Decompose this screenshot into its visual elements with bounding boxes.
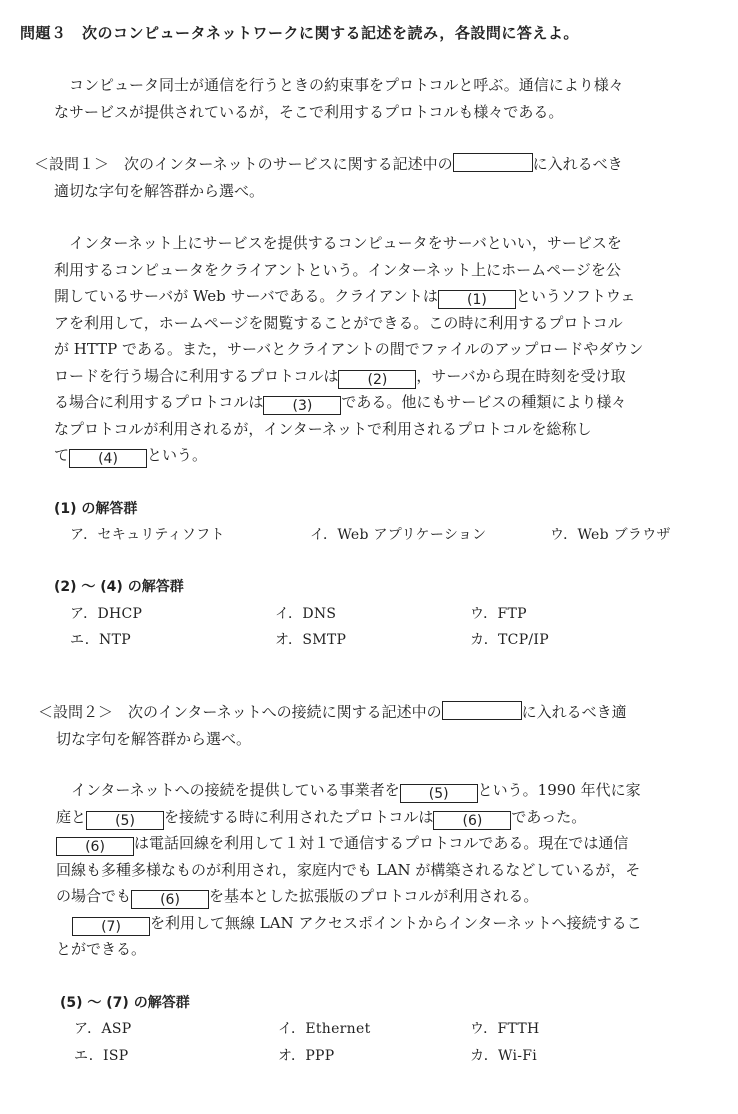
q1-option[interactable]: オ．SMTP (275, 632, 347, 648)
q1-line (54, 283, 643, 310)
q1-heading (34, 153, 623, 174)
q1-line-text: ，サーバから現在時刻を受け取 (416, 366, 626, 385)
q1-line (54, 389, 643, 416)
q1-heading-text-end: に入れるべき (532, 155, 623, 173)
q2-line (56, 910, 642, 937)
q1-option[interactable]: ア．セキュリティソフト (70, 527, 225, 543)
q1-line-text: ロードを行う場合に利用するプロトコルは (54, 366, 339, 385)
q1-heading-line2: 適切な字句を解答群から選べ。 (54, 182, 265, 200)
blank-example-box (453, 153, 533, 172)
q2-heading-line2: 切な字句を解答群から選べ。 (56, 730, 252, 748)
q1-line: アを利用して，ホームページを閲覧することができる。この時に利用するプロトコル (54, 313, 623, 332)
q1-line-text: て (54, 446, 70, 464)
q1-line: なプロトコルが利用されるが，インターネットで利用されるプロトコルを総称し (54, 419, 592, 438)
answer-box-6[interactable]: (6) (433, 811, 511, 830)
intro-paragraph (54, 72, 624, 125)
q2-heading-text: ＜設問２＞ 次のインターネットへの接続に関する記述中の (38, 703, 442, 721)
q1-line: が HTTP である。また，サーバとクライアントの間でファイルのアップロードやダウン (54, 340, 644, 358)
q2-option[interactable]: カ．Wi-Fi (470, 1048, 538, 1064)
problem-title: 問題３ 次のコンピュータネットワークに関する記述を読み，各設問に答えよ。 (20, 24, 579, 42)
q2-group-title: (5) ～ (7) の解答群 (60, 995, 190, 1011)
q1-line-text: という。 (147, 446, 208, 464)
q2-heading-text-end: に入れるべき適 (521, 703, 627, 721)
answer-box-4[interactable]: (4) (69, 449, 147, 468)
q2-option[interactable]: ア．ASP (74, 1021, 132, 1037)
q2-line-text: 庭と (56, 807, 87, 826)
q1-line-text: 開しているサーバが Web サーバである。クライアントは (54, 287, 438, 305)
q2-line-text: は電話回線を利用して１対１で通信するプロトコルである。現在では通信 (134, 834, 629, 852)
answer-box-5[interactable]: (5) (400, 784, 478, 803)
q1-line (54, 363, 643, 390)
q1-option[interactable]: エ．NTP (70, 632, 131, 648)
q2-line-text: を利用して無線 LAN アクセスポイントからインターネットへ接続するこ (150, 913, 642, 932)
q1-line: インターネット上にサービスを提供するコンピュータをサーバといい，サービスを (69, 234, 622, 252)
q1-body (54, 230, 643, 469)
q2-option[interactable]: オ．PPP (278, 1048, 335, 1064)
q2-line-text: を接続する時に利用されたプロトコルは (164, 807, 434, 826)
q1-option[interactable]: イ．Web アプリケーション (310, 527, 487, 543)
answer-box-7[interactable]: (7) (72, 917, 150, 936)
q1-line-text: というソフトウェ (515, 287, 636, 305)
intro-line: なサービスが提供されているが，そこで利用するプロトコルも様々である。 (54, 102, 564, 121)
q1-line (54, 442, 643, 469)
q2-line (56, 883, 642, 910)
q2-heading (38, 701, 627, 722)
intro-line: コンピュータ同士が通信を行うときの約束事をプロトコルと呼ぶ。通信により様々 (69, 76, 624, 94)
q1-line: 利用するコンピュータをクライアントという。インターネット上にホームページを公 (54, 260, 621, 279)
q1-group1-title: (1) の解答群 (54, 501, 138, 517)
q2-line-text: の場合でも (56, 887, 132, 905)
q1-option[interactable]: カ．TCP/IP (470, 632, 549, 648)
q1-line-text: である。他にもサービスの種類により様々 (341, 393, 627, 411)
q2-option[interactable]: イ．Ethernet (278, 1021, 371, 1037)
q2-line (56, 830, 642, 857)
q2-line-text: という。1990 年代に家 (477, 781, 641, 799)
answer-box-5b[interactable]: (5) (86, 811, 164, 830)
q2-line-text: であった。 (511, 807, 587, 826)
q2-option[interactable]: ウ．FTTH (470, 1021, 540, 1037)
q1-line-text: る場合に利用するプロトコルは (54, 393, 264, 411)
answer-box-6c[interactable]: (6) (131, 890, 209, 909)
q2-option[interactable]: エ．ISP (74, 1048, 129, 1064)
q2-line (56, 777, 642, 804)
q1-option[interactable]: イ．DNS (275, 606, 337, 622)
answer-box-3[interactable]: (3) (263, 396, 341, 415)
q2-body (56, 777, 642, 963)
q1-option[interactable]: ウ．FTP (470, 606, 527, 622)
q2-line-text: インターネットへの接続を提供している事業者を (71, 781, 400, 799)
q2-line: 回線も多種多様なものが利用され，家庭内でも LAN が構築されるなどしているが，そ (56, 860, 641, 879)
answer-box-6b[interactable]: (6) (56, 837, 134, 856)
q2-line (56, 804, 642, 831)
q1-option[interactable]: ウ．Web ブラウザ (550, 527, 671, 543)
q1-group2-title: (2) ～ (4) の解答群 (54, 579, 184, 595)
q1-heading-text: ＜設問１＞ 次のインターネットのサービスに関する記述中の (34, 155, 453, 173)
q2-line: とができる。 (56, 940, 147, 958)
q1-option[interactable]: ア．DHCP (70, 606, 143, 622)
answer-box-1[interactable]: (1) (438, 290, 516, 309)
blank-example-box (442, 701, 522, 720)
answer-box-2[interactable]: (2) (338, 370, 416, 389)
q2-line-text: を基本とした拡張版のプロトコルが利用される。 (209, 887, 539, 905)
